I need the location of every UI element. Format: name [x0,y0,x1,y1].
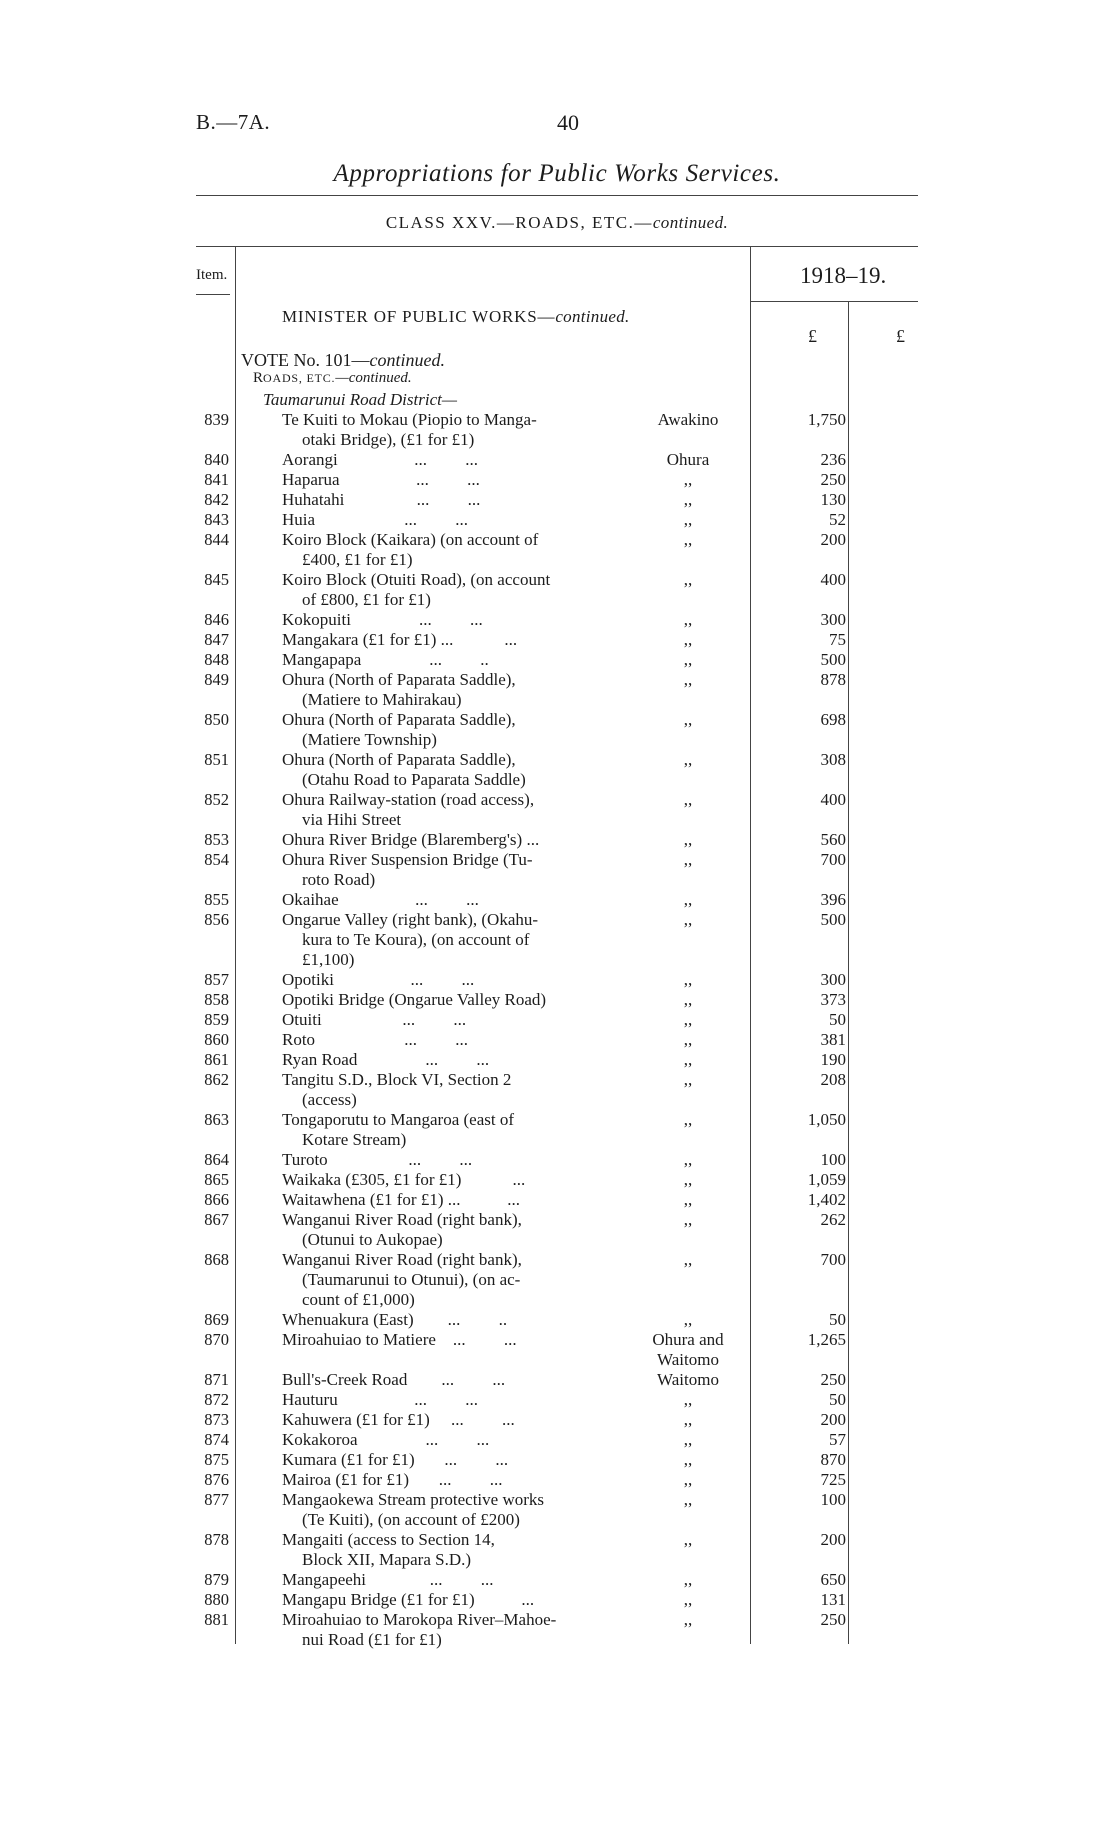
amount: 131 [820,1590,846,1609]
item-description-line: Roto ... ... [282,1030,469,1049]
item-description-line: Miroahuiao to Matiere ... ... [282,1330,517,1349]
electorate: ,, [683,1110,693,1129]
item-number: 874 [204,1430,229,1449]
amount: 400 [820,570,846,589]
item-number: 839 [204,410,229,429]
document-code: B.—7A. [196,110,271,134]
electorate: ,, [683,1170,693,1189]
electorate: ,, [683,1070,693,1089]
electorate-continued: Waitomo [657,1350,719,1369]
item-number: 854 [204,850,229,869]
item-number: 873 [204,1410,229,1429]
item-description-line: Ryan Road ... ... [282,1050,490,1069]
item-description [282,1610,618,1650]
item-description-line: Aorangi ... ... [282,450,478,469]
amount: 100 [820,1490,846,1509]
roads-heading-initial: R [253,370,264,386]
item-description-line: Koiro Block (Otuiti Road), (on account [282,570,551,589]
item-description [282,830,618,850]
amount: 200 [820,1530,846,1549]
item-description-line: Te Kuiti to Mokau (Piopio to Manga- [282,410,537,429]
item-number: 865 [204,1170,229,1189]
item-description [282,1590,618,1610]
electorate: ,, [683,1470,693,1489]
item-description [282,990,618,1010]
second-amount-column-rule [848,301,849,1644]
vote-heading [241,350,445,371]
electorate: ,, [683,570,693,589]
item-number: 868 [204,1250,229,1269]
item-description [282,1150,618,1170]
item-number: 869 [204,1310,229,1329]
item-number: 881 [204,1610,229,1629]
amount: 50 [829,1390,846,1409]
amount: 308 [820,750,846,769]
item-number: 857 [204,970,229,989]
electorate: ,, [683,1010,693,1029]
item-description-line: (Te Kuiti), (on account of £200) [302,1510,520,1529]
electorate: ,, [683,1210,693,1229]
item-description-line: Mangaiti (access to Section 14, [282,1530,495,1549]
electorate: ,, [683,650,693,669]
item-description [282,610,618,630]
item-description-line: Ohura River Bridge (Blaremberg's) ... [282,830,540,849]
item-description-line: Koiro Block (Kaikara) (on account of [282,530,539,549]
item-description [282,1010,618,1030]
amount: 200 [820,1410,846,1429]
item-number: 866 [204,1190,229,1209]
item-description-line: nui Road (£1 for £1) [302,1630,442,1649]
item-number: 853 [204,830,229,849]
item-description [282,1250,618,1310]
item-description-line: (Matiere Township) [302,730,437,749]
item-number: 844 [204,530,229,549]
item-description-line: (Otahu Road to Paparata Saddle) [302,770,526,789]
item-number: 875 [204,1450,229,1469]
item-number: 846 [204,610,229,629]
item-description-line: Ohura (North of Paparata Saddle), [282,750,516,769]
electorate: ,, [683,1030,693,1049]
table-top-rule [196,246,918,247]
item-number: 840 [204,450,229,469]
item-description-line: £400, £1 for £1) [302,550,413,569]
item-description-line: Ongarue Valley (right bank), (Okahu- [282,910,539,929]
item-description-line: Turoto ... ... [282,1150,473,1169]
amount: 698 [820,710,846,729]
page-title: Appropriations for Public Works Services. [333,160,781,187]
amount: 262 [820,1210,846,1229]
minister-heading-italic: continued. [555,307,630,326]
item-description-line: Mairoa (£1 for £1) ... ... [282,1470,503,1489]
item-description-line: Miroahuiao to Marokopa River–Mahoe- [282,1610,557,1629]
item-description [282,1410,618,1430]
item-description-line: Mangapapa ... .. [282,650,489,669]
item-number: 861 [204,1050,229,1069]
item-number: 851 [204,750,229,769]
item-description-line: Tangitu S.D., Block VI, Section 2 [282,1070,512,1089]
item-description [282,1370,618,1390]
item-description-line: Kumara (£1 for £1) ... ... [282,1450,509,1469]
item-description-line: roto Road) [302,870,376,889]
item-number: 867 [204,1210,229,1229]
item-description [282,1450,618,1470]
electorate: ,, [683,1250,693,1269]
amount: 75 [829,630,846,649]
item-description-line: Whenuakura (East) ... .. [282,1310,508,1329]
electorate: ,, [683,1410,693,1429]
electorate: ,, [683,710,693,729]
item-description-line: Block XII, Mapara S.D.) [302,1550,472,1569]
electorate: Waitomo [657,1370,719,1389]
item-head-rule [196,294,230,295]
amount: 100 [820,1150,846,1169]
pound-symbol-col1: £ [808,326,817,346]
item-description [282,1190,618,1210]
amount: 700 [820,1250,846,1269]
item-description-line: Haparua ... ... [282,470,480,489]
roads-heading-italic: —continued. [335,370,412,386]
amount: 57 [829,1430,846,1449]
amount: 396 [820,890,846,909]
item-column-rule [235,246,236,1644]
item-number: 871 [204,1370,229,1389]
electorate: ,, [683,610,693,629]
amount: 870 [820,1450,846,1469]
pound-symbol-col2: £ [896,326,905,346]
item-description [282,710,618,750]
electorate: ,, [683,630,693,649]
electorate: ,, [683,1570,693,1589]
item-number: 852 [204,790,229,809]
amount: 250 [820,1610,846,1629]
electorate: ,, [683,1450,693,1469]
electorate: ,, [683,1490,693,1509]
amount: 300 [820,610,846,629]
amount: 500 [820,650,846,669]
amount: 190 [820,1050,846,1069]
item-number: 856 [204,910,229,929]
amount-column-rule [750,246,751,1644]
item-number: 879 [204,1570,229,1589]
item-number: 880 [204,1590,229,1609]
item-description [282,490,618,510]
amount: 1,059 [807,1170,846,1189]
amount: 878 [820,670,846,689]
item-number: 847 [204,630,229,649]
item-description-line: Opotiki ... ... [282,970,475,989]
item-description-line: Tongaporutu to Mangaroa (east of [282,1110,515,1129]
item-description [282,650,618,670]
item-number: 855 [204,890,229,909]
item-description [282,750,618,790]
electorate: ,, [683,1610,693,1629]
item-description-line: Opotiki Bridge (Ongarue Valley Road) [282,990,547,1009]
item-description [282,1030,618,1050]
item-number: 848 [204,650,229,669]
item-number: 842 [204,490,229,509]
item-description [282,670,618,710]
item-number: 843 [204,510,229,529]
vote-heading-prefix: VOTE No. 101— [241,350,370,370]
year-column-header: 1918–19. [800,263,887,288]
electorate: ,, [683,850,693,869]
item-number: 858 [204,990,229,1009]
item-description-line: (Otunui to Aukopae) [302,1230,443,1249]
amount: 373 [820,990,846,1009]
amount: 300 [820,970,846,989]
item-number: 859 [204,1010,229,1029]
item-description [282,1210,618,1250]
item-description-line: Mangapu Bridge (£1 for £1) ... [282,1590,535,1609]
item-number: 863 [204,1110,229,1129]
electorate: ,, [683,1590,693,1609]
item-number: 841 [204,470,229,489]
item-description-line: of £800, £1 for £1) [302,590,431,609]
year-head-rule [750,301,918,302]
item-description-line: via Hihi Street [302,810,402,829]
electorate: ,, [683,830,693,849]
item-description [282,450,618,470]
amount: 200 [820,530,846,549]
minister-heading [282,307,630,327]
item-description [282,1390,618,1410]
item-description-line: Kahuwera (£1 for £1) ... ... [282,1410,515,1429]
item-description-line: kura to Te Koura), (on account of [302,930,530,949]
item-number: 872 [204,1390,229,1409]
electorate: ,, [683,1530,693,1549]
amount: 650 [820,1570,846,1589]
item-description [282,410,618,450]
electorate: ,, [683,530,693,549]
electorate: ,, [683,470,693,489]
electorate: ,, [683,890,693,909]
item-description-line: Wanganui River Road (right bank), [282,1250,522,1269]
minister-heading-caps: MINISTER OF PUBLIC WORKS— [282,307,556,326]
electorate: ,, [683,1430,693,1449]
amount: 50 [829,1310,846,1329]
amount: 725 [820,1470,846,1489]
roads-heading [253,370,412,387]
item-description [282,790,618,830]
vote-heading-italic: continued. [369,350,445,370]
roads-heading-smallcaps: OADS, ETC. [263,371,336,385]
item-description [282,910,618,970]
item-description [282,890,618,910]
item-description [282,570,618,610]
item-number: 870 [204,1330,229,1349]
item-description [282,630,618,650]
electorate: ,, [683,1150,693,1169]
item-description-line: Okaihae ... ... [282,890,479,909]
amount: 381 [820,1030,846,1049]
item-description-line: Otuiti ... ... [282,1010,467,1029]
class-heading [0,213,1114,233]
item-description [282,1050,618,1070]
item-description [282,1310,618,1330]
item-description-line: (Taumarunui to Otunui), (on ac- [302,1270,521,1289]
item-description-line: Kokakoroa ... ... [282,1430,490,1449]
electorate: ,, [683,1050,693,1069]
amount: 250 [820,1370,846,1389]
item-description [282,1170,618,1190]
class-heading-italic: continued. [652,213,729,232]
electorate: ,, [683,990,693,1009]
electorate: ,, [683,1310,693,1329]
item-description-line: Ohura Railway-station (road access), [282,790,535,809]
amount: 50 [829,1010,846,1029]
item-description [282,850,618,890]
amount: 208 [820,1070,846,1089]
item-description [282,1570,618,1590]
item-description-line: Mangapeehi ... ... [282,1570,494,1589]
page-number: 40 [557,110,579,135]
electorate: ,, [683,790,693,809]
electorate: ,, [683,510,693,529]
electorate: Ohura and [652,1330,724,1349]
item-number: 876 [204,1470,229,1489]
item-description [282,530,618,570]
item-number: 849 [204,670,229,689]
item-description [282,510,618,530]
item-description-line: Mangaokewa Stream protective works [282,1490,544,1509]
electorate: ,, [683,970,693,989]
amount: 560 [820,830,846,849]
district-heading: Taumarunui Road District— [263,390,457,409]
item-description-line: (access) [302,1090,357,1109]
electorate: ,, [683,1390,693,1409]
class-heading-caps: CLASS XXV.—ROADS, ETC.— [385,213,653,232]
amount: 130 [820,490,846,509]
item-description-line: otaki Bridge), (£1 for £1) [302,430,475,449]
item-number: 878 [204,1530,229,1549]
item-number: 877 [204,1490,229,1509]
item-description-line: Mangakara (£1 for £1) ... ... [282,630,518,649]
amount: 250 [820,470,846,489]
electorate: Awakino [657,410,719,429]
item-number: 850 [204,710,229,729]
title-rule [196,195,918,196]
item-number: 845 [204,570,229,589]
item-description [282,1110,618,1150]
item-description [282,1530,618,1570]
item-description-line: Kokopuiti ... ... [282,610,483,629]
amount: 500 [820,910,846,929]
electorate: Ohura [666,450,710,469]
amount: 236 [820,450,846,469]
amount: 700 [820,850,846,869]
item-description-line: Bull's-Creek Road ... ... [282,1370,506,1389]
item-description [282,1430,618,1450]
item-description [282,1470,618,1490]
item-description [282,1490,618,1530]
electorate: ,, [683,490,693,509]
item-description-line: (Matiere to Mahirakau) [302,690,462,709]
item-number: 862 [204,1070,229,1089]
item-description-line: Waitawhena (£1 for £1) ... ... [282,1190,520,1209]
amount: 1,402 [807,1190,846,1209]
amount: 1,050 [807,1110,846,1129]
item-description-line: Ohura (North of Paparata Saddle), [282,710,516,729]
item-description-line: Hauturu ... ... [282,1390,478,1409]
electorate: ,, [683,670,693,689]
item-description-line: Ohura (North of Paparata Saddle), [282,670,516,689]
item-description-line: Huhatahi ... ... [282,490,481,509]
item-description-line: Huia ... ... [282,510,469,529]
item-description-line: Kotare Stream) [302,1130,407,1149]
item-description-line: £1,100) [302,950,355,969]
item-description [282,1330,618,1350]
electorate: ,, [683,910,693,929]
item-description [282,970,618,990]
electorate: ,, [683,1190,693,1209]
item-description-line: Ohura River Suspension Bridge (Tu- [282,850,533,869]
item-description-line: count of £1,000) [302,1290,415,1309]
amount: 52 [829,510,846,529]
amount: 1,750 [807,410,846,429]
item-column-header: Item. [196,267,228,283]
item-number: 864 [204,1150,229,1169]
electorate: ,, [683,750,693,769]
amount: 400 [820,790,846,809]
item-description-line: Wanganui River Road (right bank), [282,1210,522,1229]
item-description [282,1070,618,1110]
item-number: 860 [204,1030,229,1049]
amount: 1,265 [807,1330,846,1349]
item-description-line: Waikaka (£305, £1 for £1) ... [282,1170,526,1189]
item-description [282,470,618,490]
